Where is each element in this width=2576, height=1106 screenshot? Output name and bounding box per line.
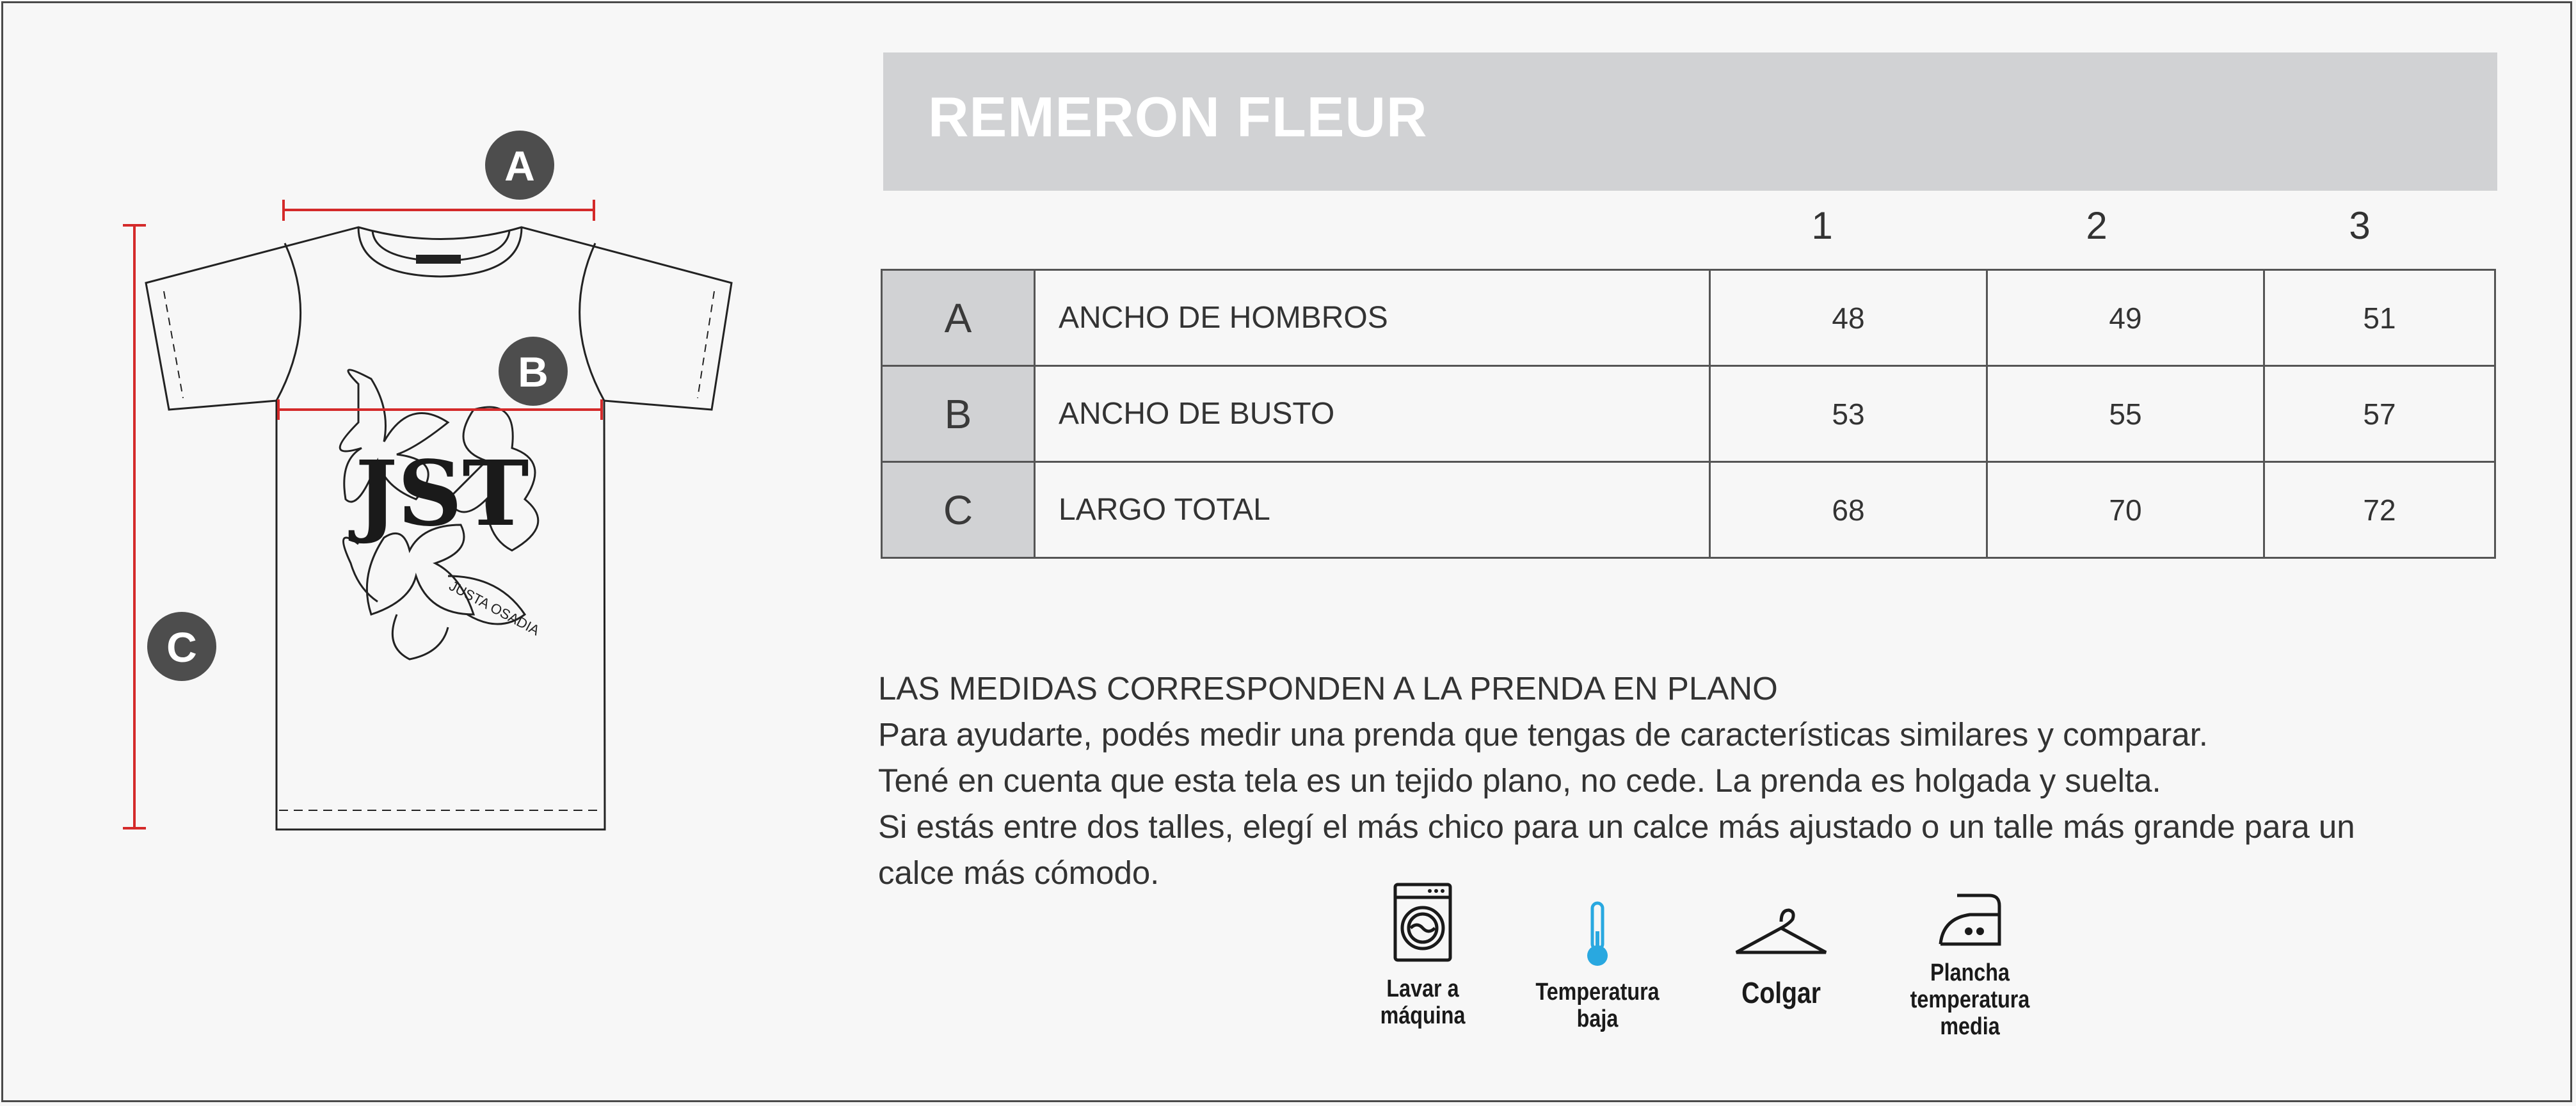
table-row xyxy=(882,366,2495,462)
print-logo-text: JST xyxy=(355,442,529,547)
row-value: 72 xyxy=(2264,462,2495,558)
table-row xyxy=(882,462,2495,558)
marker-a xyxy=(485,131,554,200)
note-heading: LAS MEDIDAS CORRESPONDEN A LA PRENDA EN PLANO xyxy=(878,670,1778,707)
measurement-notes xyxy=(878,666,2414,896)
table-row xyxy=(882,270,2495,366)
row-value: 53 xyxy=(1710,366,1987,462)
row-value: 48 xyxy=(1710,270,1987,366)
care-iron-line: Plancha xyxy=(1930,959,2010,986)
care-temp-line: Temperatura xyxy=(1535,979,1660,1006)
size-header-2: 2 xyxy=(2086,204,2108,247)
svg-text:C: C xyxy=(166,623,197,671)
note-line: Tené en cuenta que esta tela es un tejido plano, no cede. La prenda es holgada y suelta. xyxy=(878,762,2161,799)
tshirt-diagram xyxy=(0,0,832,896)
product-title: REMERON FLEUR xyxy=(928,85,1428,148)
care-wash-line: máquina xyxy=(1380,1002,1466,1029)
row-label: LARGO TOTAL xyxy=(1035,462,1710,558)
care-iron-line: temperatura xyxy=(1910,986,2030,1013)
washing-machine-icon xyxy=(1388,877,1458,966)
row-letter: C xyxy=(882,462,1035,558)
marker-b xyxy=(499,337,568,406)
size-table xyxy=(881,269,2496,559)
care-iron-line: media xyxy=(1940,1013,2000,1040)
care-temp xyxy=(1514,899,1681,1032)
size-header-1: 1 xyxy=(1811,204,1833,247)
care-wash xyxy=(1340,877,1506,1029)
thermometer-icon xyxy=(1578,899,1617,970)
row-value: 68 xyxy=(1710,462,1987,558)
iron-icon xyxy=(1932,886,2008,950)
size-header-3: 3 xyxy=(2349,204,2371,247)
note-line: calce más cómodo. xyxy=(878,854,1160,891)
hanger-icon xyxy=(1730,902,1832,960)
row-label: ANCHO DE HOMBROS xyxy=(1035,270,1710,366)
row-value: 49 xyxy=(1987,270,2264,366)
note-line: Si estás entre dos talles, elegí el más chico para un calce más ajustado o un talle más grande para un xyxy=(878,808,2355,845)
print-caption-text: JUSTA OSADIA xyxy=(446,577,543,639)
svg-text:B: B xyxy=(518,348,548,396)
note-line: Para ayudarte, podés medir una prenda que tengas de características similares y comparar. xyxy=(878,716,2208,753)
care-hang xyxy=(1698,902,1864,1009)
care-hang-line: Colgar xyxy=(1741,976,1821,1009)
row-value: 55 xyxy=(1987,366,2264,462)
title-bar xyxy=(883,52,2497,191)
care-iron xyxy=(1887,886,2053,1040)
row-letter: B xyxy=(882,366,1035,462)
row-value: 57 xyxy=(2264,366,2495,462)
svg-text:A: A xyxy=(504,142,535,189)
care-temp-line: baja xyxy=(1576,1006,1619,1032)
row-label: ANCHO DE BUSTO xyxy=(1035,366,1710,462)
row-value: 70 xyxy=(1987,462,2264,558)
care-wash-line: Lavar a xyxy=(1386,975,1459,1002)
row-letter: A xyxy=(882,270,1035,366)
marker-c xyxy=(147,612,216,681)
row-value: 51 xyxy=(2264,270,2495,366)
